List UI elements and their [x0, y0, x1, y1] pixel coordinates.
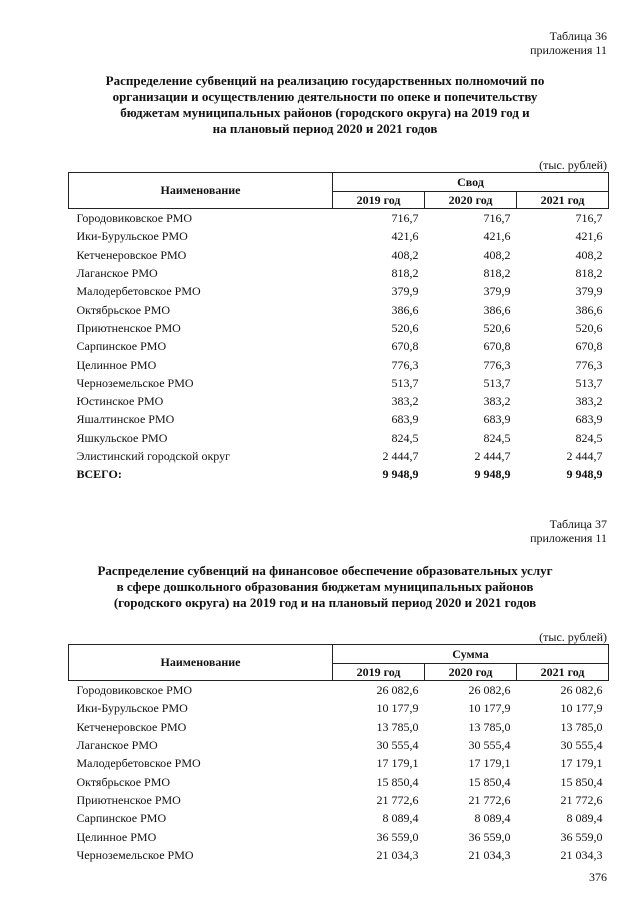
row-name: Кетченеровское РМО	[76, 247, 187, 262]
value-2020: 386,6	[483, 302, 511, 317]
value-2021: 670,8	[575, 339, 603, 354]
value-2020: 30 555,4	[468, 738, 511, 753]
row-name: Октябрьское РМО	[76, 774, 171, 789]
row-name: Ики-Бурульское РМО	[76, 229, 188, 244]
value-2021: 2 444,7	[566, 449, 603, 463]
table37-title-line: (городского округа) на 2019 год и на плановый период 2020 и 2021 годов	[113, 595, 537, 610]
value-2020: 15 850,4	[468, 774, 511, 789]
table36-header-year: 2021 год	[517, 192, 609, 209]
table37-label-number: Таблица 37	[549, 517, 607, 531]
table-row	[69, 355, 609, 373]
value-2021: 15 850,4	[560, 774, 603, 789]
value-2021: 386,6	[575, 302, 603, 317]
total-label: ВСЕГО:	[76, 467, 122, 482]
value-2020: 421,6	[483, 229, 511, 244]
table37-header-group: Сумма	[333, 645, 609, 664]
table-row	[69, 429, 609, 447]
value-2019: 2 444,7	[382, 449, 419, 463]
table37-body	[69, 681, 609, 864]
table-row	[69, 791, 609, 809]
total-row	[69, 465, 609, 483]
table37-header-year: 2020 год	[425, 664, 517, 681]
value-2019: 520,6	[391, 320, 419, 335]
row-name: Малодербетовское РМО	[76, 756, 201, 771]
value-2021: 824,5	[575, 430, 603, 445]
table-row	[69, 681, 609, 700]
value-2020: 21 772,6	[468, 792, 511, 807]
value-2021: 21 034,3	[560, 847, 603, 862]
value-2020: 8 089,4	[474, 811, 511, 826]
value-2020: 10 177,9	[468, 701, 511, 716]
row-name: Яшкульское РМО	[76, 430, 168, 445]
value-2020: 513,7	[483, 375, 511, 390]
value-2019: 379,9	[391, 284, 419, 299]
value-2021: 26 082,6	[560, 683, 603, 698]
value-2019: 818,2	[391, 266, 419, 281]
table-row	[69, 736, 609, 754]
value-2020: 26 082,6	[468, 683, 511, 698]
table36-label-number: Таблица 36	[549, 29, 607, 43]
value-2021: 408,2	[575, 247, 603, 262]
row-name: Черноземельское РМО	[76, 847, 194, 862]
table37-title-line: в сфере дошкольного образования бюджетам муниципальных районов	[116, 579, 534, 594]
row-name: Приютненское РМО	[76, 320, 181, 335]
value-2021: 513,7	[575, 375, 603, 390]
value-2019: 13 785,0	[376, 719, 419, 734]
table-row	[69, 374, 609, 392]
table37-header-year: 2019 год	[333, 664, 425, 681]
value-2021: 716,7	[575, 211, 603, 226]
value-2019: 421,6	[391, 229, 419, 244]
table-row	[69, 319, 609, 337]
row-name: Лаганское РМО	[76, 738, 158, 753]
value-2020: 824,5	[483, 430, 511, 445]
value-2021: 383,2	[575, 394, 603, 409]
table-row	[69, 718, 609, 736]
value-2019: 383,2	[391, 394, 419, 409]
value-2019: 17 179,1	[376, 756, 419, 771]
table-row	[69, 209, 609, 228]
row-name: Яшалтинское РМО	[76, 412, 175, 427]
table-row	[69, 447, 609, 465]
table37-header-year: 2021 год	[517, 664, 609, 681]
value-2021: 683,9	[575, 412, 603, 427]
page-number: 376	[589, 870, 607, 884]
value-2019: 26 082,6	[376, 683, 419, 698]
row-name: Целинное РМО	[76, 357, 157, 372]
table-row	[69, 227, 609, 245]
row-name: Городовиковское РМО	[76, 683, 193, 698]
value-2020: 683,9	[483, 412, 511, 427]
total-2020: 9 948,9	[474, 467, 511, 482]
table-row	[69, 392, 609, 410]
table37-title	[60, 563, 590, 611]
value-2019: 21 772,6	[376, 792, 419, 807]
row-name: Приютненское РМО	[76, 792, 181, 807]
value-2019: 386,6	[391, 302, 419, 317]
value-2019: 36 559,0	[376, 829, 419, 844]
table-row	[69, 772, 609, 790]
table36-body	[69, 209, 609, 484]
value-2020: 2 444,7	[474, 449, 511, 463]
value-2019: 21 034,3	[376, 847, 419, 862]
row-name: Элистинский городской округ	[76, 449, 231, 463]
value-2021: 36 559,0	[560, 829, 603, 844]
value-2019: 824,5	[391, 430, 419, 445]
value-2020: 408,2	[483, 247, 511, 262]
value-2019: 10 177,9	[376, 701, 419, 716]
value-2021: 776,3	[575, 357, 603, 372]
value-2019: 513,7	[391, 375, 419, 390]
table-row	[69, 246, 609, 264]
table36	[68, 172, 609, 483]
table37-title-line: Распределение субвенций на финансовое обеспечение образовательных услуг	[97, 563, 553, 578]
row-name: Городовиковское РМО	[76, 211, 193, 226]
value-2020: 776,3	[483, 357, 511, 372]
table36-title	[60, 73, 590, 137]
table37-unit: (тыс. рублей)	[539, 630, 607, 644]
table36-header-year: 2019 год	[333, 192, 425, 209]
table-row	[69, 410, 609, 428]
table37-label-appendix: приложения 11	[530, 531, 607, 545]
table-row	[69, 699, 609, 717]
table-row	[69, 337, 609, 355]
table36-unit: (тыс. рублей)	[539, 158, 607, 172]
value-2021: 30 555,4	[560, 738, 603, 753]
row-name: Черноземельское РМО	[76, 375, 194, 390]
row-name: Сарпинское РМО	[76, 339, 167, 354]
row-name: Юстинское РМО	[76, 394, 164, 409]
value-2020: 818,2	[483, 266, 511, 281]
value-2019: 30 555,4	[376, 738, 419, 753]
value-2019: 15 850,4	[376, 774, 419, 789]
table36-title-line: Распределение субвенций на реализацию государственных полномочий по	[105, 73, 545, 88]
row-name: Сарпинское РМО	[76, 811, 167, 826]
value-2019: 716,7	[391, 211, 419, 226]
row-name: Малодербетовское РМО	[76, 284, 201, 299]
row-name: Лаганское РМО	[76, 266, 158, 281]
table37	[68, 644, 609, 864]
row-name: Октябрьское РМО	[76, 302, 171, 317]
value-2021: 8 089,4	[566, 811, 603, 826]
table-row	[69, 827, 609, 845]
value-2019: 408,2	[391, 247, 419, 262]
table-row	[69, 809, 609, 827]
value-2019: 683,9	[391, 412, 419, 427]
table36-header-year: 2020 год	[425, 192, 517, 209]
table36-title-line: организации и осуществлению деятельности по опеке и попечительству	[112, 89, 538, 104]
value-2020: 21 034,3	[468, 847, 511, 862]
table36-header-name: Наименование	[69, 173, 333, 209]
total-2019: 9 948,9	[382, 467, 419, 482]
table36-label-appendix: приложения 11	[530, 43, 607, 57]
row-name: Ики-Бурульское РМО	[76, 701, 188, 716]
value-2020: 520,6	[483, 320, 511, 335]
value-2021: 10 177,9	[560, 701, 603, 716]
table-row	[69, 754, 609, 772]
value-2021: 379,9	[575, 284, 603, 299]
table-row	[69, 282, 609, 300]
value-2021: 21 772,6	[560, 792, 603, 807]
value-2021: 818,2	[575, 266, 603, 281]
value-2020: 36 559,0	[468, 829, 511, 844]
row-name: Кетченеровское РМО	[76, 719, 187, 734]
value-2021: 17 179,1	[560, 756, 603, 771]
table36-title-line: на плановый период 2020 и 2021 годов	[212, 121, 438, 136]
value-2020: 13 785,0	[468, 719, 511, 734]
value-2020: 383,2	[483, 394, 511, 409]
table-row	[69, 264, 609, 282]
total-2021: 9 948,9	[566, 467, 603, 482]
table36-title-line: бюджетам муниципальных районов (городского округа) на 2019 год и	[120, 105, 530, 120]
value-2020: 716,7	[483, 211, 511, 226]
table36-header-group: Свод	[333, 173, 609, 192]
value-2019: 670,8	[391, 339, 419, 354]
value-2021: 13 785,0	[560, 719, 603, 734]
value-2021: 421,6	[575, 229, 603, 244]
value-2020: 379,9	[483, 284, 511, 299]
table37-label	[530, 517, 607, 545]
value-2020: 670,8	[483, 339, 511, 354]
value-2019: 776,3	[391, 357, 419, 372]
value-2019: 8 089,4	[382, 811, 419, 826]
table-row	[69, 300, 609, 318]
table-row	[69, 846, 609, 864]
value-2021: 520,6	[575, 320, 603, 335]
row-name: Целинное РМО	[76, 829, 157, 844]
value-2020: 17 179,1	[468, 756, 511, 771]
table36-label	[530, 29, 607, 57]
table37-header-name: Наименование	[69, 645, 333, 681]
